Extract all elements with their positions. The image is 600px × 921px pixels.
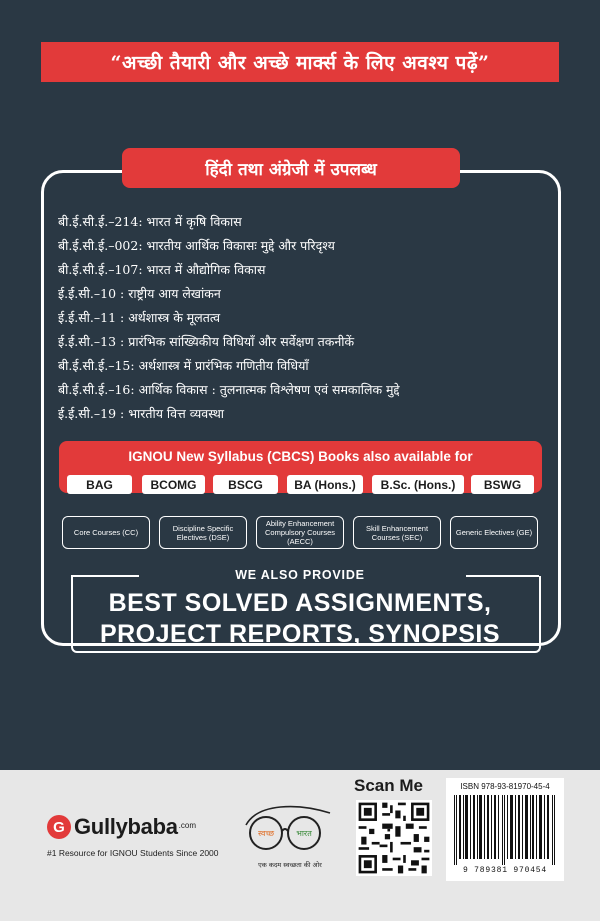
swachh-word-1: स्वच्छ [257, 829, 275, 838]
logo-dotcom: .com [178, 820, 197, 830]
course-title: : भारतीय आर्थिक विकासः मुद्दे और परिदृश्य [138, 238, 335, 253]
cbcs-title: IGNOU New Syllabus (CBCS) Books also available for [128, 449, 473, 464]
availability-badge: हिंदी तथा अंग्रेजी में उपलब्ध [122, 148, 460, 188]
scan-me-label: Scan Me [354, 776, 423, 795]
course-code: ई.ई.सी.–10 [58, 286, 117, 301]
course-item [58, 306, 558, 330]
program-badge-bcomg: BCOMG [142, 475, 205, 494]
course-item [58, 258, 558, 282]
course-type-dse: Discipline Specific Electives (DSE) [159, 516, 247, 549]
provide-label: WE ALSO PROVIDE [235, 568, 365, 582]
program-badge-ba-hons: BA (Hons.) [287, 475, 363, 494]
course-title: : आर्थिक विकास : तुलनात्मक विश्लेषण एवं समकालिक मुद्दे [130, 382, 400, 397]
course-title: : अर्थशास्त्र में प्रारंभिक गणितीय विधियाँ [130, 358, 309, 373]
swachh-bharat-glasses-icon [238, 795, 338, 865]
isbn-number: ISBN 978-93-81970-45-4 [460, 782, 550, 791]
provide-line-1: BEST SOLVED ASSIGNMENTS, [108, 589, 492, 617]
course-title: : भारत में औद्योगिक विकास [138, 262, 266, 277]
course-code: बी.ई.सी.ई.–107 [58, 262, 139, 277]
course-type-sec: Skill Enhancement Courses (SEC) [353, 516, 441, 549]
swachh-word-2: भारत [296, 829, 312, 838]
isbn-block [446, 778, 564, 881]
course-item [58, 354, 558, 378]
course-title: : प्रारंभिक सांख्यिकीय विधियाँ और सर्वेक्षण तकनीकें [116, 334, 355, 349]
qr-code-icon [356, 800, 432, 876]
course-title: : भारत में कृषि विकास [138, 214, 242, 229]
course-code: ई.ई.सी.–11 [58, 310, 117, 325]
course-type-ge: Generic Electives (GE) [450, 516, 538, 549]
gullybaba-logo [47, 814, 196, 840]
logo-name: Gullybaba [74, 814, 178, 839]
course-item [58, 282, 558, 306]
tagline-banner: “अच्छी तैयारी और अच्छे मार्क्स के लिए अवश्य पढ़ें” [41, 42, 559, 82]
barcode-icon [452, 795, 558, 865]
course-code: ई.ई.सी.–19 [58, 406, 117, 421]
course-type-aecc: Ability Enhancement Compulsory Courses (AECC) [256, 516, 344, 549]
isbn-digits: 9 789381 970454 [462, 866, 547, 875]
course-list [58, 210, 558, 426]
logo-tagline: #1 Resource for IGNOU Students Since 2000 [47, 848, 219, 858]
course-type-cc: Core Courses (CC) [62, 516, 150, 549]
program-badge-bscg: BSCG [213, 475, 278, 494]
course-title: : अर्थशास्त्र के मूलतत्व [116, 310, 221, 325]
course-code: बी.ई.सी.ई.–002 [58, 238, 139, 253]
course-code: बी.ई.सी.ई.–16 [58, 382, 131, 397]
program-badge-bag: BAG [67, 475, 132, 494]
program-badge-bswg: BSWG [471, 475, 534, 494]
course-title: : भारतीय वित्त व्यवस्था [116, 406, 225, 421]
logo-g-icon: G [47, 815, 71, 839]
course-code: बी.ई.सी.ई.–15 [58, 358, 131, 373]
course-title: : राष्ट्रीय आय लेखांकन [116, 286, 221, 301]
course-item [58, 378, 558, 402]
course-code: ई.ई.सी.–13 [58, 334, 117, 349]
course-item [58, 210, 558, 234]
provide-line-2: PROJECT REPORTS, SYNOPSIS [99, 620, 501, 648]
course-item [58, 402, 558, 426]
swachh-caption: एक कदम स्वच्छता की ओर [258, 861, 322, 869]
course-item [58, 330, 558, 354]
program-badge-bsc-hons: B.Sc. (Hons.) [372, 475, 464, 494]
course-code: बी.ई.सी.ई.–214 [58, 214, 139, 229]
course-item [58, 234, 558, 258]
